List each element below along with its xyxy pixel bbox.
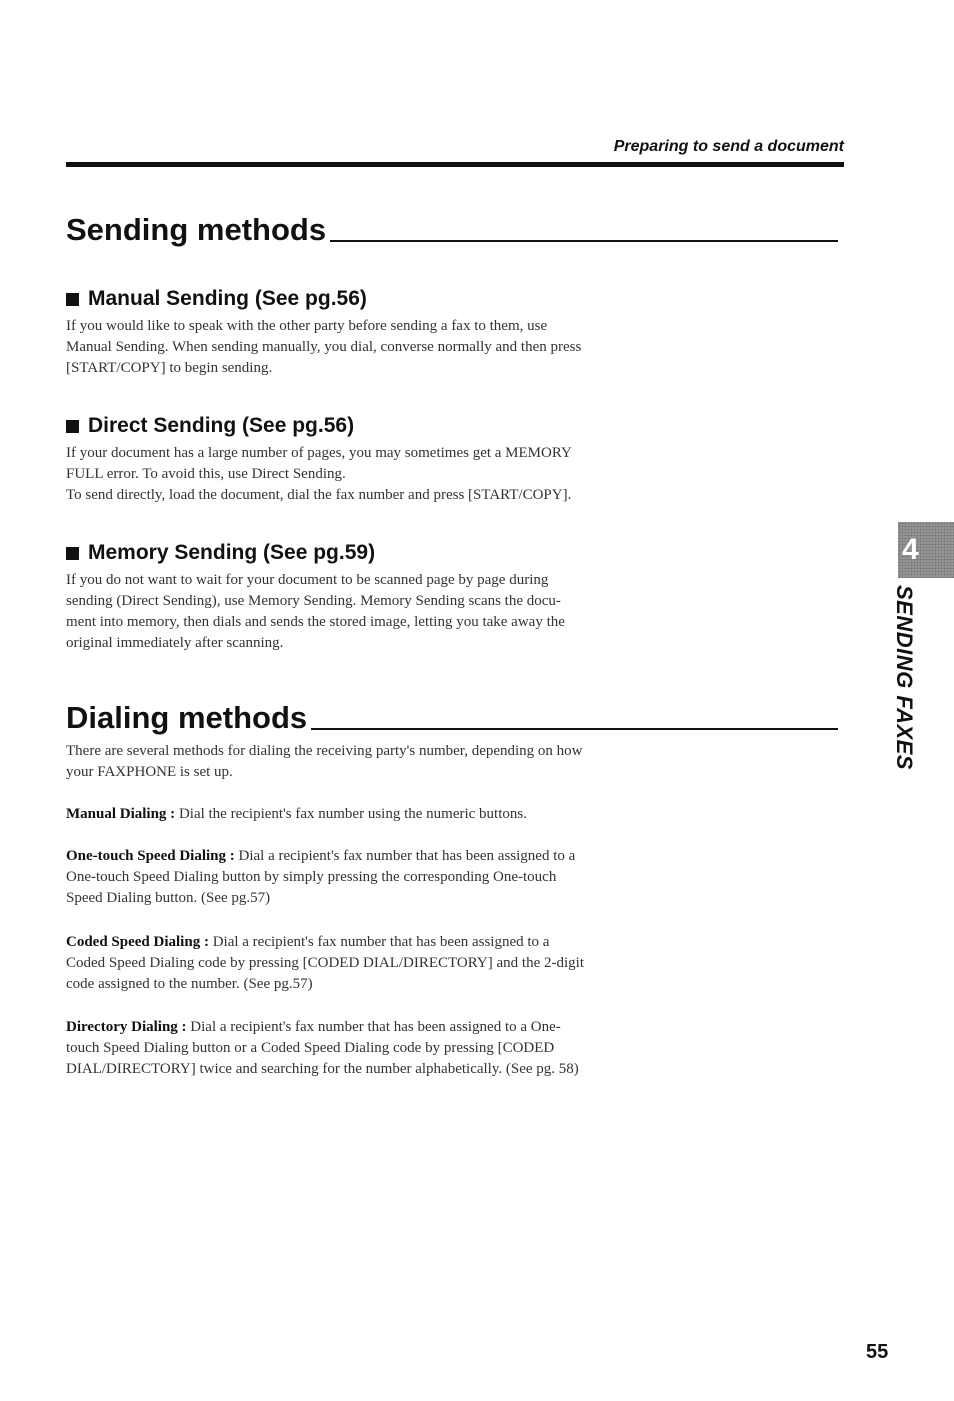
text-line: Manual Sending. When sending manually, you dial, converse normally and then press [66,339,582,355]
text-line: There are several methods for dialing the receiving party's number, depending on how [66,743,583,759]
text-line: To send directly, load the document, dial the fax number and press [START/COPY]. [66,487,572,503]
text-line: If your document has a large number of pages, you may sometimes get a MEMORY [66,445,572,461]
text-line: touch Speed Dialing button or a Coded Speed Dialing code by pressing [CODED [66,1040,555,1056]
subheading-text: Manual Sending (See pg.56) [88,287,367,310]
definition-text: Dial a recipient's fax number that has been assigned to a [212,934,550,950]
bullet-square-icon [66,293,79,306]
text-line: Speed Dialing button. (See pg.57) [66,890,271,906]
text-line [66,932,658,953]
term-directory-dialing: Directory Dialing : [66,1019,187,1035]
paragraph-directory-dialing [66,1017,658,1080]
subheading-memory-sending [66,541,375,565]
term-one-touch-dialing: One-touch Speed Dialing : [66,848,235,864]
subheading-direct-sending [66,414,354,438]
text-line: If you would like to speak with the other party before sending a fax to them, use [66,318,548,334]
text-line: Coded Speed Dialing code by pressing [CODED DIAL/DIRECTORY] and the 2-digit [66,955,584,971]
chapter-tab-title: SENDING FAXES [892,585,917,770]
text-line: sending (Direct Sending), use Memory Sending. Memory Sending scans the docu- [66,593,561,609]
text-line: [START/COPY] to begin sending. [66,360,273,376]
text-line: your FAXPHONE is set up. [66,764,233,780]
title-rule [330,240,838,242]
text-line: original immediately after scanning. [66,635,284,651]
paragraph-dialing-intro [66,741,658,783]
paragraph-memory-sending [66,570,658,654]
bullet-square-icon [66,420,79,433]
text-line: If you do not want to wait for your document to be scanned page by page during [66,572,549,588]
definition-text: Dial a recipient's fax number that has been assigned to a One- [190,1019,561,1035]
chapter-tab-number: 4 [902,533,919,566]
text-line [66,804,658,825]
title-rule [311,728,838,730]
term-manual-dialing: Manual Dialing : [66,806,176,822]
section-title-dialing-methods [66,700,838,736]
paragraph-one-touch-dialing [66,846,658,909]
paragraph-direct-sending [66,443,658,506]
paragraph-coded-dialing [66,932,658,995]
running-header: Preparing to send a document [613,138,844,155]
paragraph-manual-sending [66,316,658,379]
header-rule [66,162,844,167]
text-line: FULL error. To avoid this, use Direct Sending. [66,466,346,482]
subheading-text: Direct Sending (See pg.56) [88,414,355,437]
subheading-manual-sending [66,287,367,311]
text-line: code assigned to the number. (See pg.57) [66,976,313,992]
text-line [66,846,658,867]
page-number: 55 [866,1341,889,1363]
subheading-text: Memory Sending (See pg.59) [88,541,376,564]
text-line: DIAL/DIRECTORY] twice and searching for the number alphabetically. (See pg. 58) [66,1061,579,1077]
definition-text: Dial a recipient's fax number that has been assigned to a [238,848,576,864]
bullet-square-icon [66,547,79,560]
definition-text: Dial the recipient's fax number using the numeric buttons. [178,806,527,822]
text-line: ment into memory, then dials and sends the stored image, letting you take away the [66,614,565,630]
section-title-text: Dialing methods [66,700,308,735]
paragraph-manual-dialing [66,804,658,825]
text-line [66,1017,658,1038]
text-line: One-touch Speed Dialing button by simply pressing the corresponding One-touch [66,869,557,885]
term-coded-dialing: Coded Speed Dialing : [66,934,209,950]
section-title-sending-methods [66,212,838,248]
section-title-text: Sending methods [66,212,327,247]
